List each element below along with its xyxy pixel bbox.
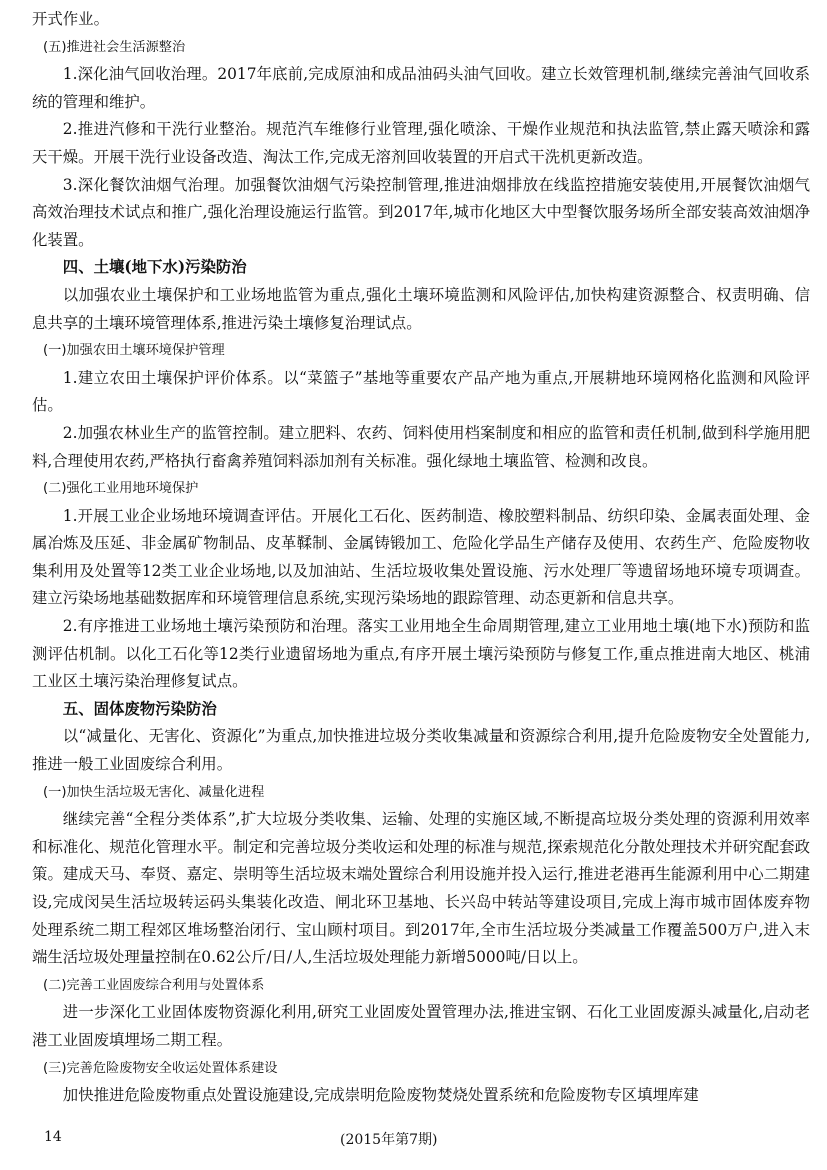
paragraph: 2.推进汽修和干洗行业整治。规范汽车维修行业管理,强化喷涂、干燥作业规范和执法监管,禁止露天喷涂和露天干燥。开展干洗行业设备改造、淘汰工作,完成无溶剂回收装置的开启式干洗机更新改造。: [32, 120, 810, 166]
paragraph: 1.建立农田土壤保护评价体系。以“菜篮子”基地等重要农产品产地为重点,开展耕地环境网格化监测和风险评估。: [32, 368, 810, 415]
paragraph-continuation: 开式作业。: [32, 10, 109, 28]
subsection-heading: (二)强化工业用地环境保护: [43, 481, 199, 497]
paragraph: 继续完善“全程分类体系”,扩大垃圾分类收集、运输、处理的实施区域,不断提高垃圾分类处理的资源利用效率和标准化、规范化管理水平。制定和完善垃圾分类收运和处理的标准与规范,探索规范化分散处理技术并研究配套政策。建成天马、奉贤、嘉定、崇明等生活垃圾末端处置综合利用设施并投入运行,推进老港再生能源利用中心二期建设,完成闵吴生活垃圾转运码头集装化改造、闸北环卫基地、长兴岛中转站等建设项目,完成上海市城市固体废弃物处理系统二期工程郊区堆场整治闭行、宝山顾村项目。到2017年,全市生活垃圾分类减量工作覆盖500万户,进入末端生活垃圾处理量控制在0.62公斤/日/人,生活垃圾处理能力新增5000吨/日以上。: [32, 810, 810, 967]
page-footer: [0, 1129, 827, 1153]
subsection-heading: (一)加强农田土壤环境保护管理: [43, 343, 225, 359]
paragraph: 以加强农业土壤保护和工业场地监管为重点,强化土壤环境监测和风险评估,加快构建资源整合、权责明确、信息共享的土壤环境管理体系,推进污染土壤修复治理试点。: [32, 285, 810, 332]
paragraph: 1.深化油气回收治理。2017年底前,完成原油和成品油码头油气回收。建立长效管理机制,继续完善油气回收系统的管理和维护。: [32, 65, 810, 111]
subsection-heading: (二)完善工业固废综合利用与处置体系: [43, 977, 265, 993]
paragraph: 以“减量化、无害化、资源化”为重点,加快推进垃圾分类收集减量和资源综合利用,提升危险废物安全处置能力,推进一般工业固废综合利用。: [32, 727, 810, 774]
section-heading: 四、土壤(地下水)污染防治: [62, 258, 247, 277]
paragraph: 2.有序推进工业场地土壤污染预防和治理。落实工业用地全生命周期管理,建立工业用地土壤(地下水)预防和监测评估机制。以化工石化等12类行业遗留场地为重点,有序开展土壤污染预防与修复工作,重点推进南大地区、桃浦工业区土壤污染治理修复试点。: [32, 617, 810, 691]
subsection-heading: (一)加快生活垃圾无害化、减量化进程: [43, 784, 265, 800]
paragraph: 3.深化餐饮油烟气治理。加强餐饮油烟气污染控制管理,推进油烟排放在线监控措施安装使用,开展餐饮油烟气高效治理技术试点和推广,强化治理设施运行监管。到2017年,城市化地区大中型餐饮服务场所全部安装高效油烟净化装置。: [32, 175, 810, 249]
subsection-heading: (三)完善危险废物安全收运处置体系建设: [43, 1060, 278, 1076]
subsection-heading: (五)推进社会生活源整治: [43, 39, 186, 55]
paragraph: 加快推进危险废物重点处置设施建设,完成崇明危险废物焚烧处置系统和危险废物专区填埋库建: [62, 1086, 699, 1105]
page-number: 14: [44, 1129, 62, 1145]
paragraph: 进一步深化工业固体废物资源化利用,研究工业固废处置管理办法,推进宝钢、石化工业固废源头减量化,启动老港工业固废填埋场二期工程。: [32, 1003, 810, 1049]
paragraph: 1.开展工业企业场地环境调查评估。开展化工石化、医药制造、橡胶塑料制品、纺织印染、金属表面处理、金属冶炼及压延、非金属矿物制品、皮革鞣制、金属铸锻加工、危险化学品生产储存及使用、农药生产、危险废物收集利用及处置等12类工业企业场地,以及加油站、生活垃圾收集处置设施、污水处理厂等遗留场地环境专项调查。建立污染场地基础数据库和环境管理信息系统,实现污染场地的跟踪管理、动态更新和信息共享。: [32, 506, 810, 608]
section-heading: 五、固体废物污染防治: [62, 699, 217, 718]
issue-label: (2015年第7期): [340, 1132, 438, 1148]
paragraph: 2.加强农林业生产的监管控制。建立肥料、农药、饲料使用档案制度和相应的监管和责任机制,做到科学施用肥料,合理使用农药,严格执行畜禽养殖饲料添加剂有关标准。强化绿地土壤监管、检测和改良。: [32, 423, 810, 470]
body-text: [32, 6, 810, 1110]
